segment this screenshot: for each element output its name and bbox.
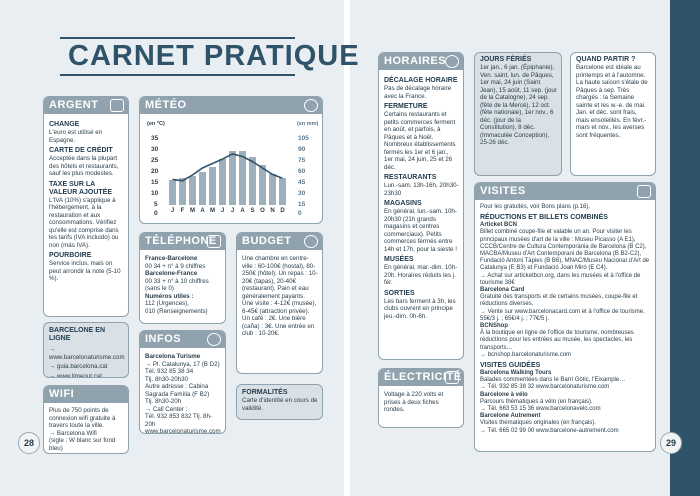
card-link[interactable]: → Vente sur www.barcelonacard.com et à l'office de tourisme. [480, 308, 645, 315]
shop-link[interactable]: → bcnshop.barcelonaturisme.com [480, 351, 572, 358]
ytick-left-2: 25 [151, 157, 159, 164]
argent-box [43, 96, 129, 317]
infos-box [139, 330, 226, 434]
telephone-box [139, 232, 226, 324]
visites-header [475, 183, 655, 200]
ytick-right-4: 45 [298, 179, 306, 186]
budget-box [236, 232, 323, 374]
month-label-0: J [170, 208, 175, 214]
bt-title: Barcelona Turisme [145, 353, 201, 360]
quand-partir-title: QUAND PARTIR ? [576, 56, 636, 63]
velo-text: Parcours thématiques à vélo (en français). [480, 398, 593, 405]
visites-title: VISITES [480, 185, 526, 197]
barcelone-en-ligne-box [43, 322, 129, 378]
wifi-box [43, 385, 129, 454]
temperature-line [173, 154, 283, 181]
change-title: CHANGE [49, 121, 80, 128]
telephone-title: TÉLÉPHONE [145, 235, 217, 247]
autrement-link[interactable]: → Tél. 665 02 99 00 www.barcelone-autrement.com [480, 427, 619, 434]
ytick-left-3: 20 [151, 168, 159, 175]
budget-text: Une chambre en centre-ville : 60-100€ (hostal), 80-250€ (hôtel). Un repas : 10-20€ (tapas), 20-40€ (restaurant). Pain et eau généralement payants. Une visite : 4-12€ (musée), 6-45€ (attraction privée). Un café : 2€. Une bière (caña) : 3€. Une entrée en club : 10-20€. [242, 255, 318, 337]
unit-left: (en °C) [147, 121, 165, 127]
infos-title: INFOS [145, 333, 182, 345]
wifi-text: Plus de 750 points de connexion wifi gratuite à travers toute la ville. [49, 407, 116, 429]
ytick-right-0: 105 [298, 135, 309, 142]
meteo-box [139, 96, 323, 224]
bt-hours: Tlj. 8h30-20h30 [145, 375, 188, 383]
velo-title: Barcelone à vélo [480, 391, 528, 398]
piggy-bank-icon [304, 235, 318, 248]
velo-link[interactable]: → Tél. 663 53 15 36 www.barcelonavelo.com [480, 406, 601, 413]
infos-header [140, 331, 225, 348]
month-label-11: D [280, 208, 285, 214]
taxe-title: TAXE SUR LA VALEUR AJOUTÉE [49, 180, 113, 196]
jours-feries-box [474, 52, 562, 176]
meteo-line-svg [140, 97, 323, 224]
musees-text: En général, mar.-dim. 10h-20h. Horaires réduits les j. fér. [384, 264, 458, 286]
map-icon [637, 185, 651, 198]
call-title: → Call Center : [145, 405, 188, 413]
ytick-right-2: 75 [298, 157, 306, 164]
ytick-left-4: 15 [151, 179, 159, 186]
autre-title: Autre adresse : Cabina [145, 383, 209, 390]
bt-addr: → Pl. Catalunya, 17 (B D2) [145, 360, 220, 368]
ytick-left-0: 35 [151, 135, 159, 142]
musees-title: MUSÉES [384, 256, 414, 263]
articket-title: Articket BCN [480, 222, 518, 229]
formalites-box [236, 384, 323, 420]
ytick-right-1: 90 [298, 146, 306, 153]
quand-partir-box [570, 52, 656, 176]
jours-feries-title: JOURS FÉRIÉS [480, 56, 532, 63]
walking-title: Barcelona Walking Tours [480, 370, 552, 377]
fr-bcn-text: 00 34 + n° à 9 chiffres [145, 262, 206, 270]
month-label-1: F [180, 208, 185, 214]
month-label-8: S [250, 208, 255, 214]
magasins-title: MAGASINS [384, 200, 422, 207]
wifi-header [44, 386, 128, 403]
title-rule-top [60, 37, 295, 39]
walking-link[interactable]: → Tél. 932 85 38 32 www.barcelonaturisme.com [480, 384, 610, 391]
edge-strip [670, 0, 700, 496]
articket-text: Billet combiné coupe-file et valable un an. Pour visiter les principaux musées d'art de la ville : Museu Picasso (A E1), CCCB/Centre de Cultura Contemporània de Barcelona (B C2), MACBA/Museu d'Art Contemporani de Barcelona (B B2-C2), Fundació Antoni Tàpies (B B6), MNAC/Museu Nacional d'Art de Catalunya (E B3) et Fundació Joan Miró (E C4). [480, 229, 650, 272]
lightning-icon [445, 371, 459, 384]
carte-title: CARTE DE CRÉDIT [49, 147, 113, 154]
articket-link[interactable]: → Achat sur articketbcn.org, dans les musées et à l'office de tourisme 38€ [480, 272, 641, 286]
unit-right: (en mm) [297, 121, 319, 127]
wifi-note: (sigle : W blanc sur fond bleu) [49, 437, 116, 452]
autre-hours: Tlj. 8h30-20h [145, 398, 182, 405]
fermeture-text: Certains restaurants et petits commerces ferment en août, et parfois, à Pâques et à Noël. Nombreux établissements fermés les 1er et 6 jan., 1er mai, 24 juin, 25 et 26 déc. [384, 111, 456, 171]
phone-icon [207, 235, 221, 248]
fermeture-title: FERMETURE [384, 103, 428, 110]
shop-title: BCNShop [480, 323, 508, 330]
info-icon [207, 333, 221, 346]
title-rule-bottom [60, 74, 295, 76]
electricite-header [379, 369, 463, 386]
quand-partir-text: Barcelone est idéale au printemps et à l'automne. La haute saison s'étale de Pâques à sep. Très chargés : la Semaine sainte et les w.-e. de mai. Jan. et déc. sont frais, mais ensoleillés. En févr.-mars et nov., les averses sont fréquentes. [576, 64, 648, 139]
ytick-left-1: 30 [151, 146, 159, 153]
budget-title: BUDGET [242, 235, 292, 247]
bt-tel: Tél. 932 85 38 34 [145, 368, 194, 375]
page-number-right: 29 [660, 432, 682, 454]
card-prices: 55€/3 j. ; 65€/4 j. ; 77€/5 j. [480, 315, 550, 322]
horaires-header [379, 53, 463, 70]
electricite-box [378, 368, 464, 428]
clock-icon [445, 55, 459, 68]
numeros-2: 010 (Renseignements) [145, 307, 208, 315]
month-label-10: N [270, 208, 275, 214]
reductions-title: RÉDUCTIONS ET BILLETS COMBINÉS [480, 214, 608, 222]
guidees-title: VISITES GUIDÉES [480, 362, 541, 370]
month-label-9: O [260, 208, 265, 214]
call-tel: Tél. 932 853 832 Tlj. 8h-20h [145, 413, 212, 428]
month-label-4: M [210, 208, 215, 214]
card-text: Gratuité des transports et de certains musées, coupe-file et réductions diverses. [480, 294, 638, 308]
ytick-right-6: 15 [298, 201, 306, 208]
page-title: CARNET PRATIQUE [68, 40, 360, 72]
argent-header [44, 97, 128, 114]
month-label-5: J [220, 208, 225, 214]
numeros-title: Numéros utiles : [145, 292, 194, 300]
card-title: Barcelona Card [480, 287, 525, 294]
en-ligne-link-2[interactable]: → guia.barcelona.cat [49, 363, 108, 370]
ytick-right-7: 0 [298, 210, 302, 217]
fr-bcn-title: France-Barcelone [145, 255, 198, 262]
decalage-title: DÉCALAGE HORAIRE [384, 77, 458, 84]
carte-text: Acceptée dans la plupart des hôtels et restaurants, sauf les plus modestes. [49, 155, 119, 177]
ytick-right-5: 30 [298, 190, 306, 197]
sorties-title: SORTIES [384, 289, 415, 297]
sorties-text: Les bars ferment à 3h, les clubs ouvrent en principe jeu.-dim. 0h-6h. [384, 297, 456, 320]
month-label-6: J [230, 208, 235, 214]
meteo-title: MÉTÉO [145, 99, 187, 111]
restaurants-title: RESTAURANTS [384, 174, 437, 181]
ytick-left-5: 10 [151, 190, 159, 197]
visites-intro: Pour les gratuités, voir Bons plans (p.16). [480, 204, 591, 210]
en-ligne-link-1[interactable]: → www.barcelonaturisme.com [49, 346, 125, 361]
en-ligne-link-3[interactable]: → www.timeout.cat [49, 372, 102, 378]
bcn-fr-text: 00 33 + n° à 10 chiffres (sans le 0) [145, 277, 209, 292]
ytick-left-7: 0 [154, 210, 158, 217]
call-web[interactable]: www.barcelonaturisme.com [145, 428, 221, 434]
formalites-title: FORMALITÉS [242, 389, 288, 396]
numeros-1: 112 (Urgences), [145, 300, 189, 307]
month-label-7: A [240, 208, 245, 214]
walking-text: Balades commentées dans le Barri Gòtic, l'Eixample… [480, 377, 626, 384]
taxe-text: L'IVA (10%) s'applique à l'hébergement, à la restauration et aux consommations. Vérifiez qu'elle est comprise dans les tarifs (IVA incluido) ou non (más IVA). [49, 196, 119, 249]
autre-text: Sagrada Família (F B2) [145, 390, 210, 398]
decalage-text: Pas de décalage horaire avec la France. [384, 85, 452, 100]
bcn-fr-title: Barcelone-France [145, 270, 198, 277]
month-label-2: M [190, 208, 195, 214]
electricite-text: Voltage à 220 volts et prises à deux fiches rondes. [384, 391, 444, 413]
budget-header [237, 233, 322, 250]
formalites-text: Carte d'identité en cours de validité. [242, 397, 318, 412]
autrement-text: Visites thématiques originales (en français). [480, 420, 596, 427]
ytick-right-3: 60 [298, 168, 306, 175]
wifi-title: WIFI [49, 388, 75, 400]
restaurants-text: Lun.-sam. 13h-16h, 20h30-23h30 [384, 182, 459, 197]
autrement-title: Barcelone Autrement [480, 413, 541, 420]
jours-feries-text: 1er jan., 6 jan. (Épiphanie), Ven. saint, lun. de Pâques, 1er mai, 24 juin (Saint Jean), 15 août, 11 sep. (jour de la Catalogne), 24 sep. (fête de la Mercè), 12 oct. (fête nationale), 1er nov., 6 déc. (jour de la Constitution), 8 déc. (Immaculée Conception), 25-26 déc. [480, 64, 557, 146]
wallet-icon [110, 99, 124, 112]
magasins-text: En général, lun.-sam. 10h-20h30 (21h grands magasins et centres commerciaux). Petits commerces fermés entre 14h et 17h, pour la sieste ! [384, 208, 457, 253]
month-label-3: A [200, 208, 205, 214]
pourboire-title: POURBOIRE [49, 252, 92, 259]
horaires-box [378, 52, 464, 360]
pourboire-text: Service inclus, mais on peut arrondir la note (5-10 %). [49, 260, 121, 282]
ytick-left-6: 5 [154, 201, 158, 208]
shop-text: À la boutique en ligne de l'office de tourisme, nombreuses réductions pour les entrées au musée, les spectacles, les transports… [480, 330, 634, 351]
page-number-left: 28 [18, 432, 40, 454]
change-text: L'euro est utilisé en Espagne. [49, 129, 103, 144]
electricite-title: ÉLECTRICITÉ [384, 371, 462, 383]
wifi-link[interactable]: → Barcelona Wifi [49, 429, 97, 437]
argent-title: ARGENT [49, 99, 99, 111]
visites-box [474, 182, 656, 452]
horaires-title: HORAIRES [384, 55, 447, 67]
en-ligne-title: BARCELONE EN LIGNE [49, 327, 106, 342]
telephone-header [140, 233, 225, 250]
